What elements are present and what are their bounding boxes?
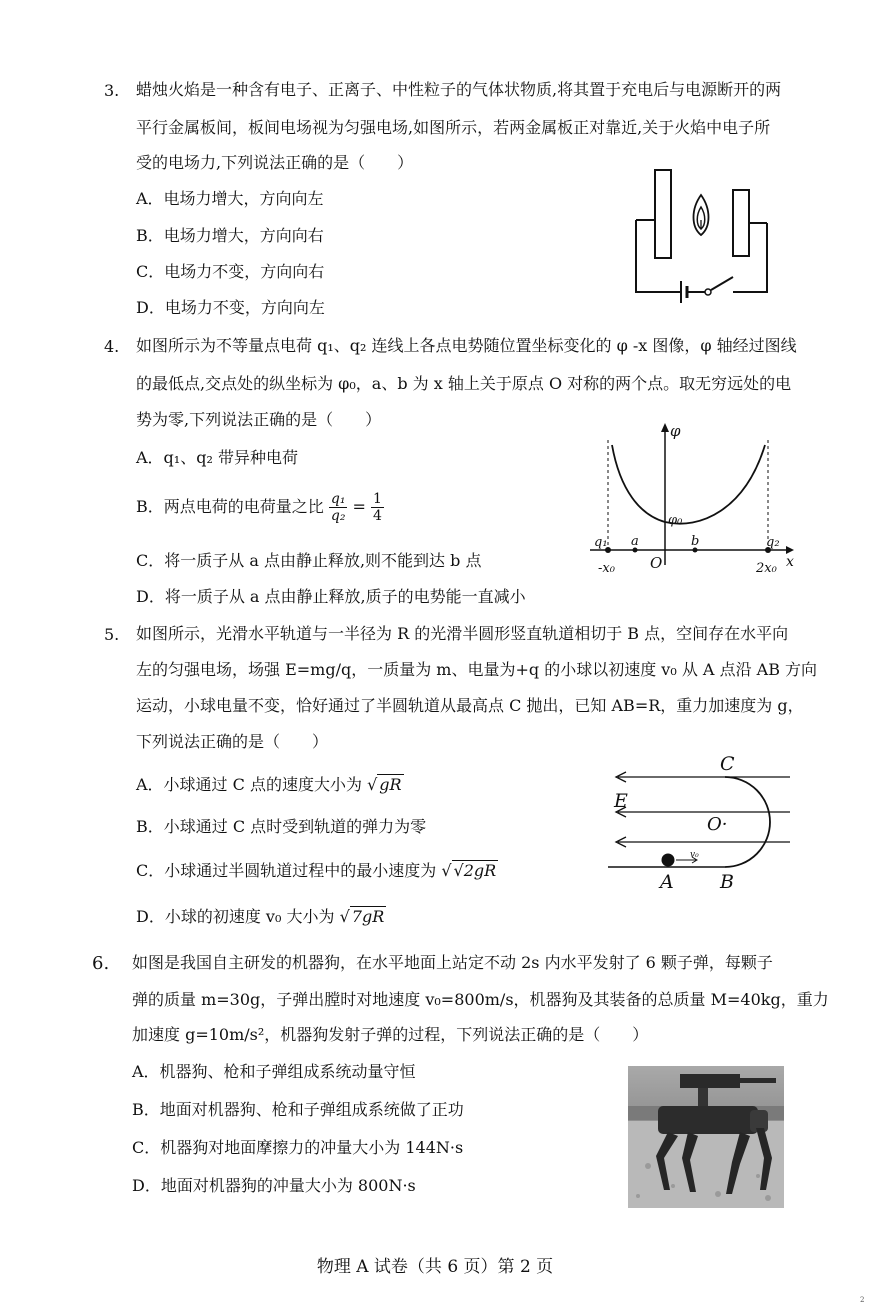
question-5-option-d: D．小球的初速度 v₀ 大小为 √ 7gR	[136, 907, 385, 926]
question-5-stem-line-4: 下列说法正确的是（ ）	[136, 732, 329, 751]
question-5-option-c: C．小球通过半圆轨道过程中的最小速度为 √ √2gR	[136, 861, 497, 880]
c-point-label: C	[720, 753, 735, 775]
switch-blade	[711, 277, 733, 290]
two-x0-label: 2x₀	[756, 561, 777, 576]
q1-label: q₁	[594, 535, 608, 550]
question-4-stem-line-1: 如图所示为不等量点电荷 q₁、q₂ 连线上各点电势随位置坐标变化的 φ -x 图像，φ 轴经过图线	[136, 336, 797, 355]
e-field-label: E	[614, 790, 628, 812]
question-3-option-a: A．电场力增大，方向向左	[136, 189, 324, 208]
semicircle-track	[725, 777, 770, 867]
question-5-stem-line-2: 左的匀强电场，场强 E=mg/q，一质量为 m、电量为+q 的小球以初速度 v₀ 从 A 点沿 AB 方向	[136, 660, 818, 679]
question-5-stem-line-3: 运动，小球电量不变，恰好通过了半圆轨道从最高点 C 抛出，已知 AB=R，重力加速度为 g，	[136, 696, 804, 715]
question-5-stem-line-1: 如图所示，光滑水平轨道与一半径为 R 的光滑半圆形竖直轨道相切于 B 点，空间存在水平向	[136, 624, 789, 643]
option-b-prefix: B．两点电荷的电荷量之比	[136, 497, 324, 516]
gun-mount	[680, 1074, 740, 1088]
b-point-label: b	[691, 534, 700, 549]
question-3-option-c: C．电场力不变，方向向右	[136, 262, 325, 281]
question-3-option-d: D．电场力不变，方向向左	[136, 298, 325, 317]
v0-label: v₀	[690, 850, 699, 860]
question-6-stem-line-2: 弹的质量 m=30g，子弹出膛时对地速度 v₀=800m/s，机器狗及其装备的总质量 M=40kg，重力	[132, 990, 829, 1009]
a-point-label: a	[631, 534, 639, 549]
question-4-option-b	[136, 491, 384, 524]
neg-x0-label: -x₀	[598, 561, 615, 576]
origin-label: O	[650, 554, 663, 572]
sqrt-sqrt2-gR: √ √2gR	[441, 861, 497, 880]
question-4-option-a: A．q₁、q₂ 带异种电荷	[136, 448, 298, 467]
semicircle-track-figure	[600, 750, 800, 895]
q2-label: q₂	[766, 535, 780, 550]
sqrt-gR: √ gR	[367, 775, 402, 794]
question-3-stem-line-1: 蜡烛火焰是一种含有电子、正离子、中性粒子的气体状物质,将其置于充电后与电源断开的两	[136, 80, 782, 99]
question-4-stem-line-2: 的最低点,交点处的纵坐标为 φ₀，a、b 为 x 轴上关于原点 O 对称的两个点。取无穷远处的电	[136, 374, 792, 393]
switch-pivot	[705, 289, 711, 295]
capacitor-flame-figure	[625, 165, 775, 305]
candle-flame-icon	[694, 195, 709, 235]
page-footer: 物理 A 试卷（共 6 页）第 2 页	[316, 1257, 554, 1277]
question-4-number: 4.	[104, 337, 120, 356]
ratio-value-fraction: $\frac{1}{4}$	[373, 491, 382, 524]
x-axis-label: x	[786, 554, 794, 570]
question-6-option-c: C．机器狗对地面摩擦力的冲量大小为 144N·s	[132, 1138, 464, 1157]
question-6-option-b: B．地面对机器狗、枪和子弹组成系统做了正功	[132, 1100, 464, 1119]
question-3-number: 3.	[104, 81, 120, 100]
question-3-option-b: B．电场力增大，方向向右	[136, 226, 324, 245]
charge-ratio-fraction: $\frac{\text{q₁}}{\text{q₂}}$	[330, 491, 346, 524]
question-6-number: 6.	[92, 953, 110, 974]
a-point-label: A	[660, 871, 674, 893]
corner-page-mark: 2	[860, 1296, 865, 1304]
question-4-stem-line-3: 势为零,下列说法正确的是（ ）	[136, 410, 382, 429]
question-4-option-d: D．将一质子从 a 点由静止释放,质子的电势能一直减小	[136, 587, 526, 606]
equals-sign: =	[352, 497, 366, 516]
potential-curve	[612, 445, 765, 524]
question-6-option-d: D．地面对机器狗的冲量大小为 800N·s	[132, 1176, 416, 1195]
question-6-stem-line-3: 加速度 g=10m/s²，机器狗发射子弹的过程，下列说法正确的是（ ）	[132, 1025, 649, 1044]
phi0-label: φ₀	[668, 513, 683, 528]
right-plate	[733, 190, 749, 256]
question-4-option-c: C．将一质子从 a 点由静止释放,则不能到达 b 点	[136, 551, 482, 570]
question-5-option-a: A．小球通过 C 点的速度大小为 √ gR	[136, 775, 402, 794]
phi-axis-label: φ	[670, 422, 681, 440]
left-plate	[655, 170, 671, 258]
question-6-stem-line-1: 如图是我国自主研发的机器狗，在水平地面上站定不动 2s 内水平发射了 6 颗子弹，每颗子	[132, 953, 773, 972]
question-3-stem-line-3: 受的电场力,下列说法正确的是（ ）	[136, 153, 414, 172]
question-5-number: 5.	[104, 625, 120, 644]
b-point-label: B	[720, 871, 734, 893]
question-3-stem-line-2: 平行金属板间，板间电场视为匀强电场,如图所示，若两金属板正对靠近,关于火焰中电子所	[136, 118, 771, 137]
question-5-option-b: B．小球通过 C 点时受到轨道的弹力为零	[136, 817, 427, 836]
robot-body	[658, 1106, 758, 1134]
o-center-label: O·	[707, 814, 728, 835]
potential-graph-figure	[590, 420, 800, 580]
robot-dog-photo	[628, 1066, 784, 1208]
question-6-option-a: A．机器狗、枪和子弹组成系统动量守恒	[132, 1062, 416, 1081]
ball	[662, 854, 675, 867]
sqrt-7gR: √ 7gR	[339, 907, 385, 926]
